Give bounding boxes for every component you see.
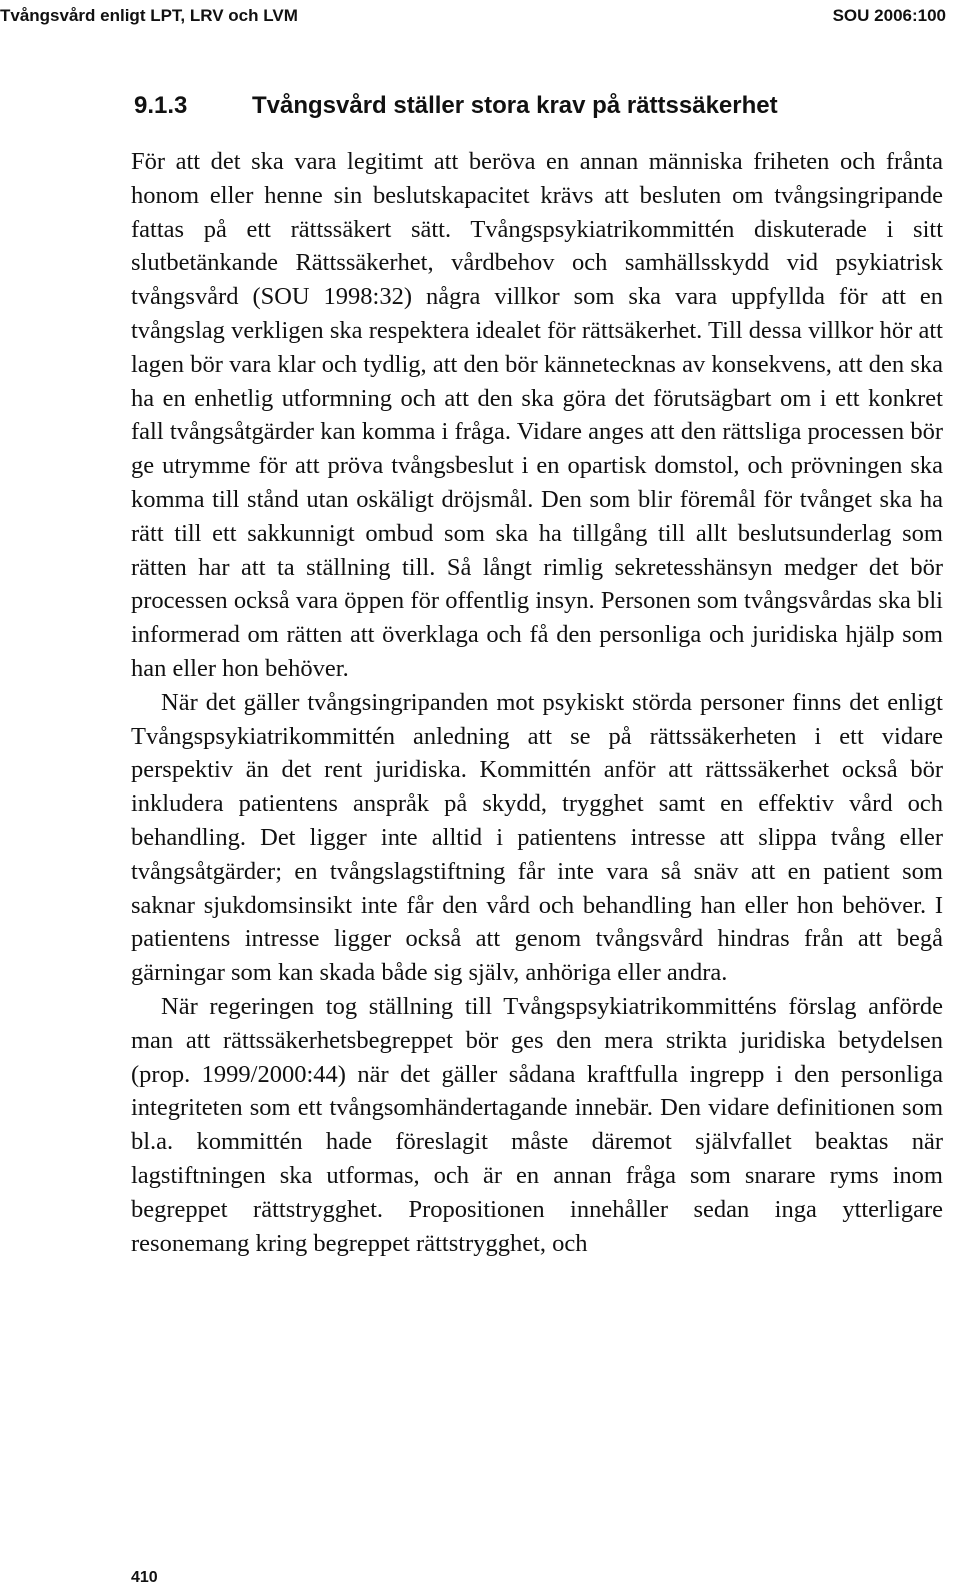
- paragraph-3: När regeringen tog ställning till Tvångspsykiatrikommitténs förslag anförde man att rättssäkerhetsbegreppet bör ges den mera strikta juridiska betydelsen (prop. 1999/2000:44) när det gäller sådana kraftfulla ingrepp i den personliga integriteten som ett tvångsomhändertagande innebär. Den vidare definitionen som bl.a. kommittén hade föreslagit måste däremot självfallet beaktas när lagstiftningen ska utformas, och är en annan fråga som snarare ryms inom begreppet rättstrygghet. Propositionen innehåller sedan inga ytterligare resonemang kring begreppet rättstrygghet, och: [131, 992, 943, 1257]
- section-number: 9.1.3: [134, 92, 188, 119]
- header-report-number: SOU 2006:100: [832, 6, 946, 25]
- running-header: [0, 4, 946, 28]
- section-title: Tvångsvård ställer stora krav på rättssäkerhet: [252, 92, 778, 119]
- paragraph-1: För att det ska vara legitimt att beröva en annan människa friheten och frånta honom eller henne sin beslutskapacitet krävs att besluten om tvångsingripande fattas på ett rättssäkert sätt. Tvångspsykiatrikommittén diskuterade i sitt slutbetänkande Rättssäkerhet, vårdbehov och samhällsskydd vid psykiatrisk tvångsvård (SOU 1998:32) några villkor som ska vara uppfyllda för att en tvångslag verkligen ska respektera idealet för rättsäkerhet. Till dessa villkor hör att lagen bör vara klar och tydlig, att den bör kännetecknas av konsekvens, att den ska ha en enhetlig utformning och att den ska göra det förutsägbart om i ett konkret fall tvångsåtgärder kan komma i fråga. Vidare anges att den rättsliga processen bör ge utrymme för att pröva tvångsbeslut i en opartisk domstol, och prövningen ska komma till stånd utan oskäligt dröjsmål. Den som blir föremål för tvånget ska ha rätt till ett sakkunnigt ombud som ska ha tillgång till allt beslutsunderlag som rätten har att ta ställning till. Så långt rimlig sekretesshänsyn medger det bör processen också vara öppen för offentlig insyn. Personen som tvångsvårdas ska bli informerad om rätten att överklaga och få den personliga och juridiska hjälp som han eller hon behöver.: [131, 148, 943, 682]
- paragraph-2: När det gäller tvångsingripanden mot psykiskt störda personer finns det enligt Tvångspsykiatrikommittén anledning att se på rättssäkerheten i ett vidare perspektiv än det rent juridiska. Kommittén anför att rättssäkerhet också bör inkludera patientens anspråk på skydd, trygghet samt en effektiv vård och behandling. Det ligger inte alltid i patientens intresse att slippa tvång eller tvångsåtgärder; en tvångslagstiftning får inte vara så snäv att en patient som saknar sjukdomsinsikt inte får den vård och behandling han eller hon behöver. I patientens intresse ligger också att genom tvångsvård hindras från att begå gärningar som kan skada både sig själv, anhöriga eller andra.: [131, 688, 943, 987]
- page-number: 410: [131, 1569, 158, 1586]
- header-document-title: Tvångsvård enligt LPT, LRV och LVM: [0, 6, 298, 25]
- section-heading: [134, 90, 778, 122]
- body-text: [131, 145, 943, 1260]
